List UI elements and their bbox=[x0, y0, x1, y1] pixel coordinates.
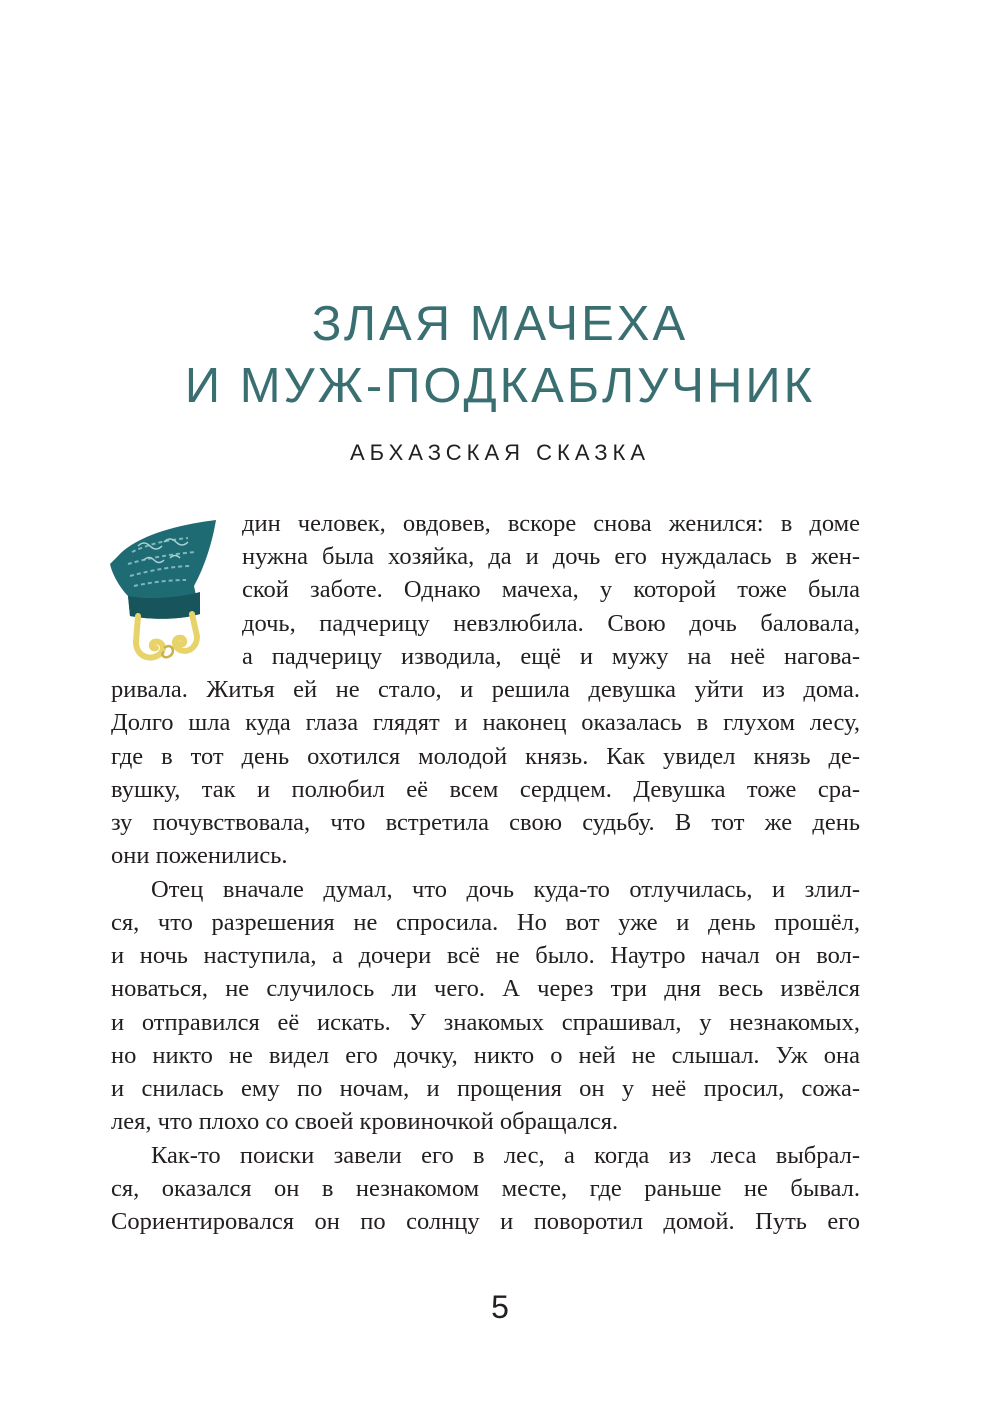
text-line: и снилась ему по ночам, и прощения он у неё просил, сожа- bbox=[111, 1075, 860, 1102]
text-line: но никто не видел его дочку, никто о ней не слышал. Уж она bbox=[111, 1042, 860, 1069]
text-line: дин человек, овдовев, вскоре снова женился: в доме bbox=[242, 510, 860, 537]
text-line: Долго шла куда глаза глядят и наконец оказалась в глухом лесу, bbox=[111, 709, 860, 736]
text-line: они поженились. bbox=[111, 842, 288, 869]
text-line: ся, оказался он в незнакомом месте, где раньше не бывал. bbox=[111, 1175, 860, 1202]
text-line: ской заботе. Однако мачеха, у которой тоже была bbox=[242, 576, 860, 603]
text-line: Сориентировался он по солнцу и поворотил домой. Путь его bbox=[111, 1208, 860, 1235]
text-line: Отец вначале думал, что дочь куда-то отлучилась, и злил- bbox=[151, 876, 860, 903]
text-line: новаться, не случилось ли чего. А через три дня весь извёлся bbox=[111, 975, 860, 1002]
chapter-title-line-2: И МУЖ-ПОДКАБЛУЧНИК bbox=[184, 359, 816, 413]
hat-dropcap-icon bbox=[108, 516, 222, 664]
text-line: Как-то поиски завели его в лес, а когда из леса выбрал- bbox=[151, 1142, 860, 1169]
text-line: дочь, падчерицу невзлюбила. Свою дочь баловала, bbox=[242, 610, 860, 637]
chapter-title-line-1: ЗЛАЯ МАЧЕХА bbox=[311, 297, 689, 351]
text-line: вушку, так и полюбил её всем сердцем. Девушка тоже сра- bbox=[111, 776, 860, 803]
text-line: а падчерицу изводила, ещё и мужу на неё нагова- bbox=[242, 643, 860, 670]
text-line: и отправился её искать. У знакомых спрашивал, у незнакомых, bbox=[111, 1009, 860, 1036]
text-line: ривала. Житья ей не стало, и решила девушка уйти из дома. bbox=[111, 676, 860, 703]
text-line: ся, что разрешения не спросила. Но вот уже и день прошёл, bbox=[111, 909, 860, 936]
text-line: зу почувствовала, что встретила свою судьбу. В тот же день bbox=[111, 809, 860, 836]
text-line: и ночь наступила, а дочери всё не было. Наутро начал он вол- bbox=[111, 942, 860, 969]
text-line: где в тот день охотился молодой князь. Как увидел князь де- bbox=[111, 743, 860, 770]
text-line: нужна была хозяйка, да и дочь его нуждалась в жен- bbox=[242, 543, 860, 570]
chapter-subtitle: АБХАЗСКАЯ СКАЗКА bbox=[349, 440, 651, 465]
page-number: 5 bbox=[491, 1289, 509, 1325]
text-line: лея, что плохо со своей кровиночкой обращался. bbox=[111, 1108, 619, 1135]
